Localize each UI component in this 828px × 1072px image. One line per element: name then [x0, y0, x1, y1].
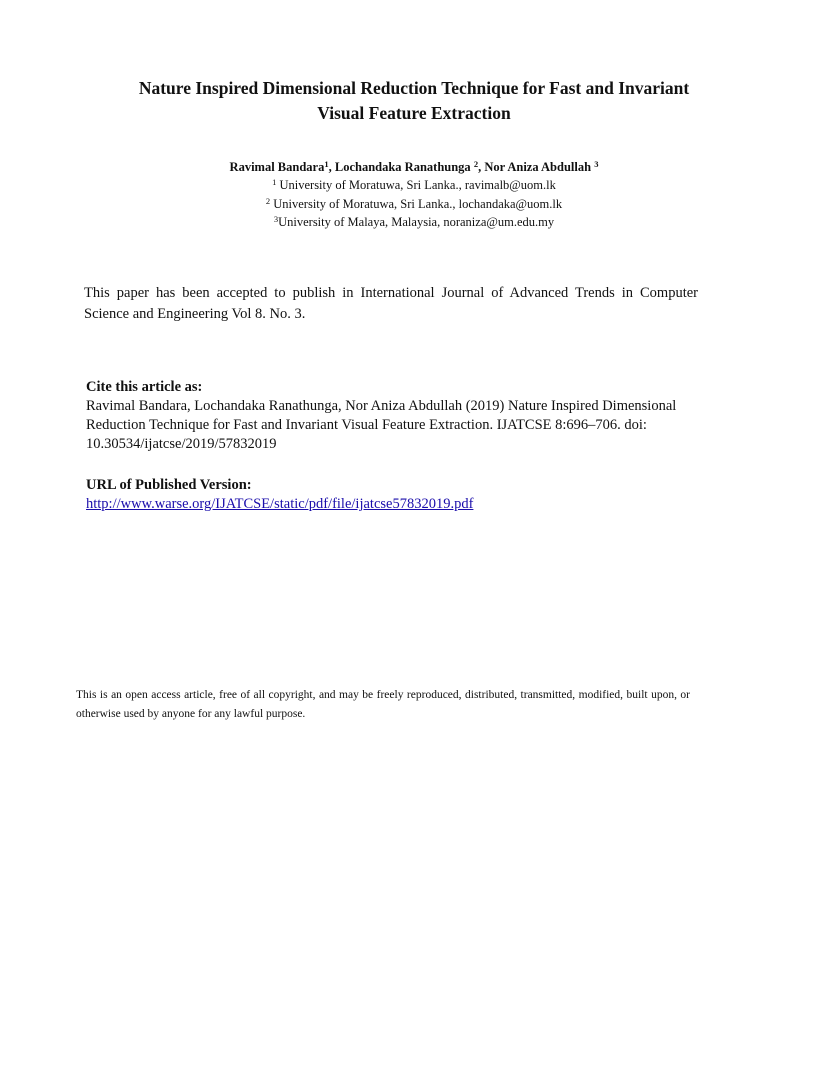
author-affiliation-mark: 2	[473, 159, 479, 169]
paper-title-line-1: Nature Inspired Dimensional Reduction Technique for Fast and Invariant	[138, 78, 690, 98]
cite-heading: Cite this article as:	[86, 379, 203, 395]
acceptance-notice: This paper has been accepted to publish in International Journal of Advanced Trends in Computer Science and Engineering Vol 8. No. 3.	[84, 285, 698, 322]
author-name: Lochandaka Ranathunga	[334, 160, 474, 174]
affiliation-line	[60, 195, 768, 214]
affiliation-mark: 2	[265, 195, 271, 206]
open-access-notice: This is an open access article, free of all copyright, and may be freely reproduced, distributed, transmitted, modified, built upon, or otherwise used by anyone for any lawful purpose.	[76, 689, 690, 720]
published-version-link[interactable]: http://www.warse.org/IJATCSE/static/pdf/file/ijatcse57832019.pdf	[86, 496, 474, 512]
citation-text: Ravimal Bandara, Lochandaka Ranathunga, Nor Aniza Abdullah (2019) Nature Inspired Dimensional Reduction Technique for Fast and Invariant Visual Feature Extraction. IJATCSE 8:696–706. doi: 10.30534/ijatcse/2019/57832019	[86, 398, 677, 452]
affiliation-text: University of Malaya, Malaysia, noraniza@um.edu.my	[278, 215, 555, 229]
author-affiliation-mark: 1	[324, 159, 329, 169]
affiliation-mark: 1	[272, 177, 277, 187]
paper-title	[60, 76, 768, 126]
affiliation-mark: 3	[273, 214, 279, 224]
author-list: Ravimal Bandara$^1$, Lochandaka Ranathunga $^2$, Nor Aniza Abdullah $^3$	[229, 159, 599, 174]
author-name: Nor Aniza Abdullah	[484, 160, 595, 174]
affiliation-line	[60, 213, 768, 232]
author-name: Ravimal Bandara	[229, 160, 325, 174]
affiliation-text: University of Moratuwa, Sri Lanka., ravimalb@uom.lk	[276, 178, 556, 192]
affiliation-text: University of Moratuwa, Sri Lanka., lochandaka@uom.lk	[270, 196, 563, 211]
affiliation-list	[60, 176, 768, 232]
paper-title-line-2: Visual Feature Extraction	[317, 103, 511, 123]
published-url-heading: URL of Published Version:	[86, 477, 252, 493]
affiliation-line	[60, 176, 768, 195]
author-affiliation-mark: 3	[594, 159, 599, 169]
